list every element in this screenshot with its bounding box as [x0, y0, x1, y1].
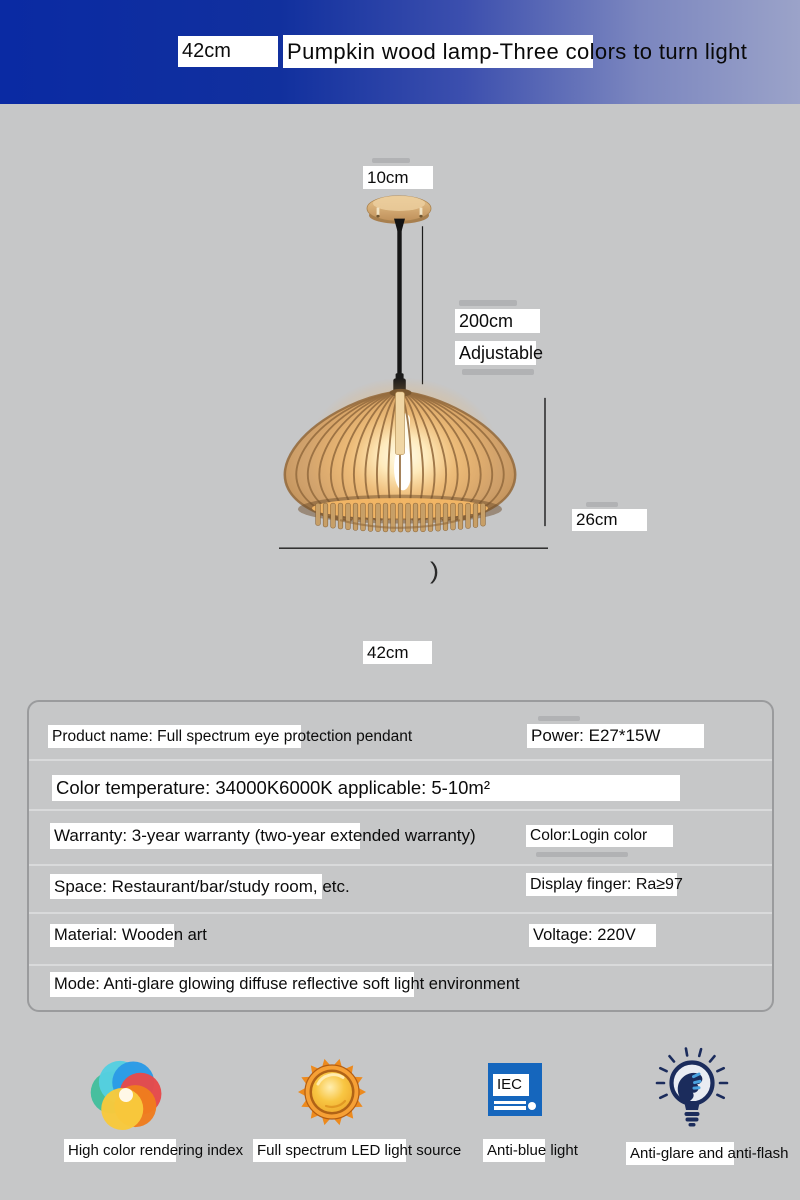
feature-label-cri: High color rendering index: [64, 1139, 176, 1162]
text-artifact: ): [429, 558, 439, 585]
shade-width-label: 42cm: [363, 641, 432, 664]
row-divider: [29, 864, 772, 866]
row-divider: [29, 912, 772, 914]
spec-mode: Mode: Anti-glare glowing diffuse reflective soft light environment: [50, 972, 414, 997]
spec-color-temperature: Color temperature: 34000K6000K applicable: 5-10m²: [52, 775, 680, 801]
row-divider: [29, 759, 772, 761]
iec-certificate-icon: [488, 1063, 542, 1116]
spec-space: Space: Restaurant/bar/study room, etc.: [50, 874, 322, 899]
size-tag-text: 42cm: [182, 40, 231, 62]
pendant-cord: [393, 219, 406, 393]
spec-material: Material: Wooden art: [50, 924, 174, 947]
spec-display-index: Display finger: Ra≥97: [526, 873, 677, 896]
ghost-text-artifact: [372, 158, 410, 163]
row-divider: [29, 964, 772, 966]
iec-badge: IEC: [493, 1074, 529, 1096]
row-divider: [29, 809, 772, 811]
spec-power: Power: E27*15W: [527, 724, 704, 748]
ghost-text-artifact: [586, 502, 618, 507]
wood-pendant-shade: [285, 377, 515, 533]
shade-hanger-strip: [396, 392, 405, 455]
size-tag: [178, 36, 278, 67]
cord-length-label: 200cm: [455, 309, 540, 333]
anti-glare-bulb-icon: [642, 1046, 742, 1134]
spec-product-name: Product name: Full spectrum eye protection pendant: [48, 725, 301, 748]
ghost-text-artifact: [459, 300, 517, 306]
ghost-text-artifact: [462, 369, 534, 375]
shade-height-label: 26cm: [572, 509, 647, 531]
sun-icon: [296, 1056, 368, 1128]
page-title: Pumpkin wood lamp-Three colors to turn light: [287, 39, 748, 64]
feature-label-antiblue: Anti-blue light: [483, 1139, 545, 1162]
feature-label-antiglare: Anti-glare and anti-flash: [626, 1142, 734, 1165]
canopy-screw: [377, 208, 380, 216]
header-bar: [0, 0, 800, 104]
canopy-width-label: 10cm: [363, 166, 433, 189]
spec-color: Color:Login color: [526, 825, 673, 847]
spec-voltage: Voltage: 220V: [529, 924, 656, 947]
color-rendering-wheel-icon: [88, 1057, 164, 1133]
feature-label-spectrum: Full spectrum LED light source: [253, 1139, 406, 1162]
spec-warranty: Warranty: 3-year warranty (two-year extended warranty): [50, 823, 360, 849]
canopy-screw: [420, 208, 423, 216]
cord-adjustable-label: Adjustable: [455, 341, 536, 365]
lamp-dimension-diagram: [0, 104, 800, 690]
